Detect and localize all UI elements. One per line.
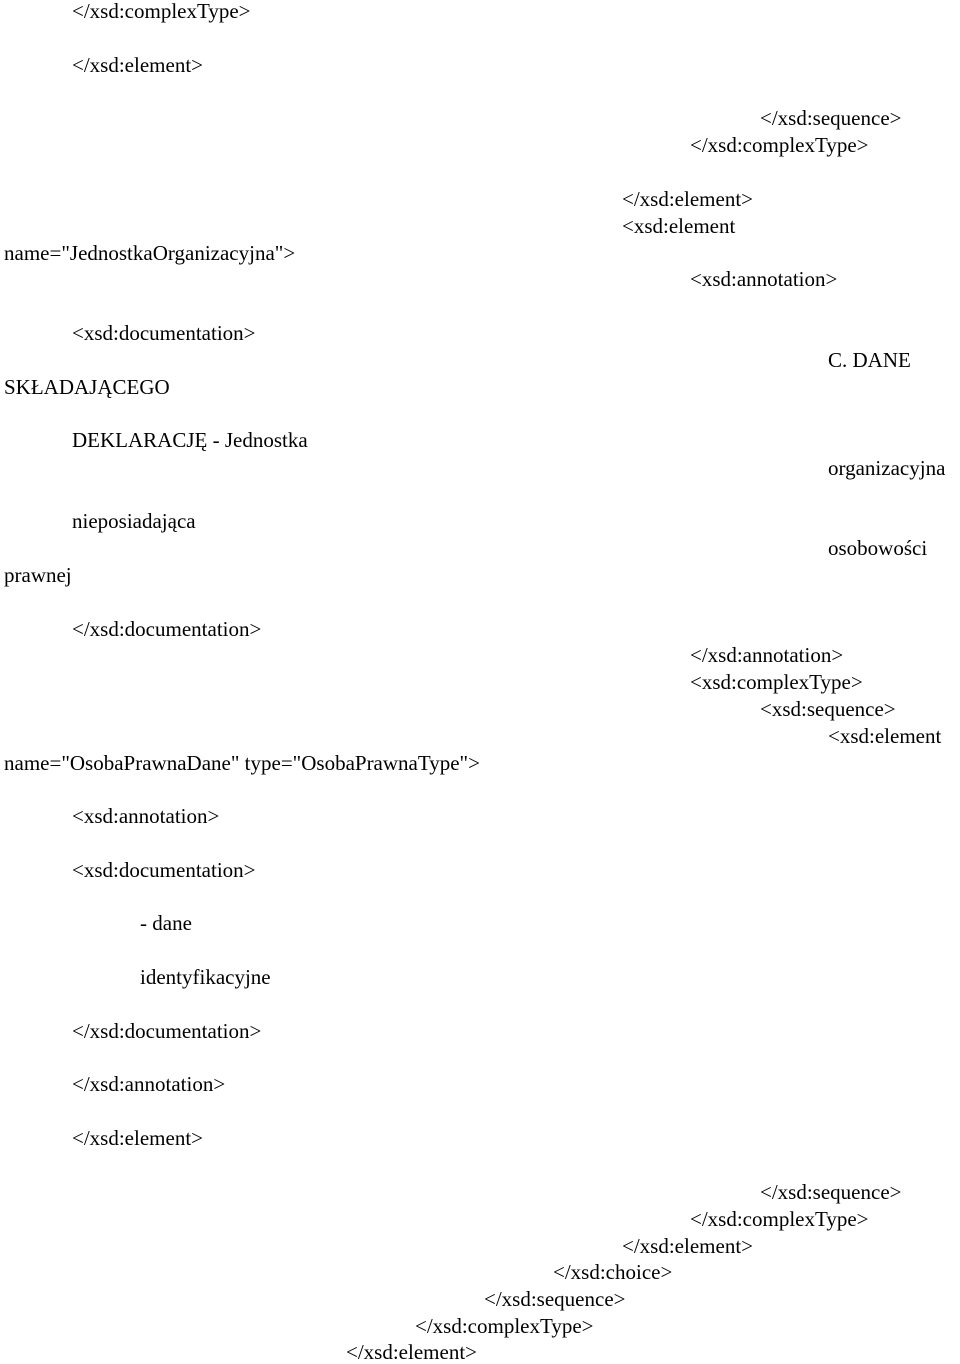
text-line: </xsd:documentation> [72,1019,262,1043]
text-line: DEKLARACJĘ - Jednostka [72,428,308,452]
text-line: name="OsobaPrawnaDane" type="OsobaPrawnaType"> [4,751,480,775]
text-line: <xsd:annotation> [72,804,220,828]
text-line: </xsd:complexType> [690,133,869,157]
text-line: <xsd:annotation> [690,267,838,291]
text-line: SKŁADAJĄCEGO [4,375,170,399]
text-line: identyfikacyjne [140,965,271,989]
text-line: </xsd:complexType> [72,0,251,23]
text-line: osobowości [828,536,928,560]
text-line: <xsd:element [622,214,736,238]
text-line: prawnej [4,563,72,587]
text-line: </xsd:element> [346,1340,477,1364]
text-line: C. DANE [828,348,911,372]
text-line: </xsd:element> [622,1234,753,1258]
text-line: <xsd:complexType> [690,670,863,694]
text-line: </xsd:sequence> [760,1180,902,1204]
text-line: </xsd:choice> [553,1260,673,1284]
text-line: </xsd:complexType> [690,1207,869,1231]
text-line: </xsd:element> [622,187,753,211]
text-line: </xsd:sequence> [760,106,902,130]
text-line: </xsd:element> [72,53,203,77]
text-line: <xsd:element [828,724,942,748]
text-line: - dane [140,911,192,935]
text-line: organizacyjna [828,456,946,480]
text-line: <xsd:documentation> [72,321,256,345]
text-line: </xsd:annotation> [690,643,844,667]
text-line: nieposiadająca [72,509,196,533]
text-line: </xsd:annotation> [72,1072,226,1096]
text-line: name="JednostkaOrganizacyjna"> [4,241,296,265]
text-line: </xsd:sequence> [484,1287,626,1311]
text-line: <xsd:sequence> [760,697,896,721]
text-line: </xsd:complexType> [415,1314,594,1338]
text-line: </xsd:element> [72,1126,203,1150]
text-line: <xsd:documentation> [72,858,256,882]
text-line: </xsd:documentation> [72,617,262,641]
